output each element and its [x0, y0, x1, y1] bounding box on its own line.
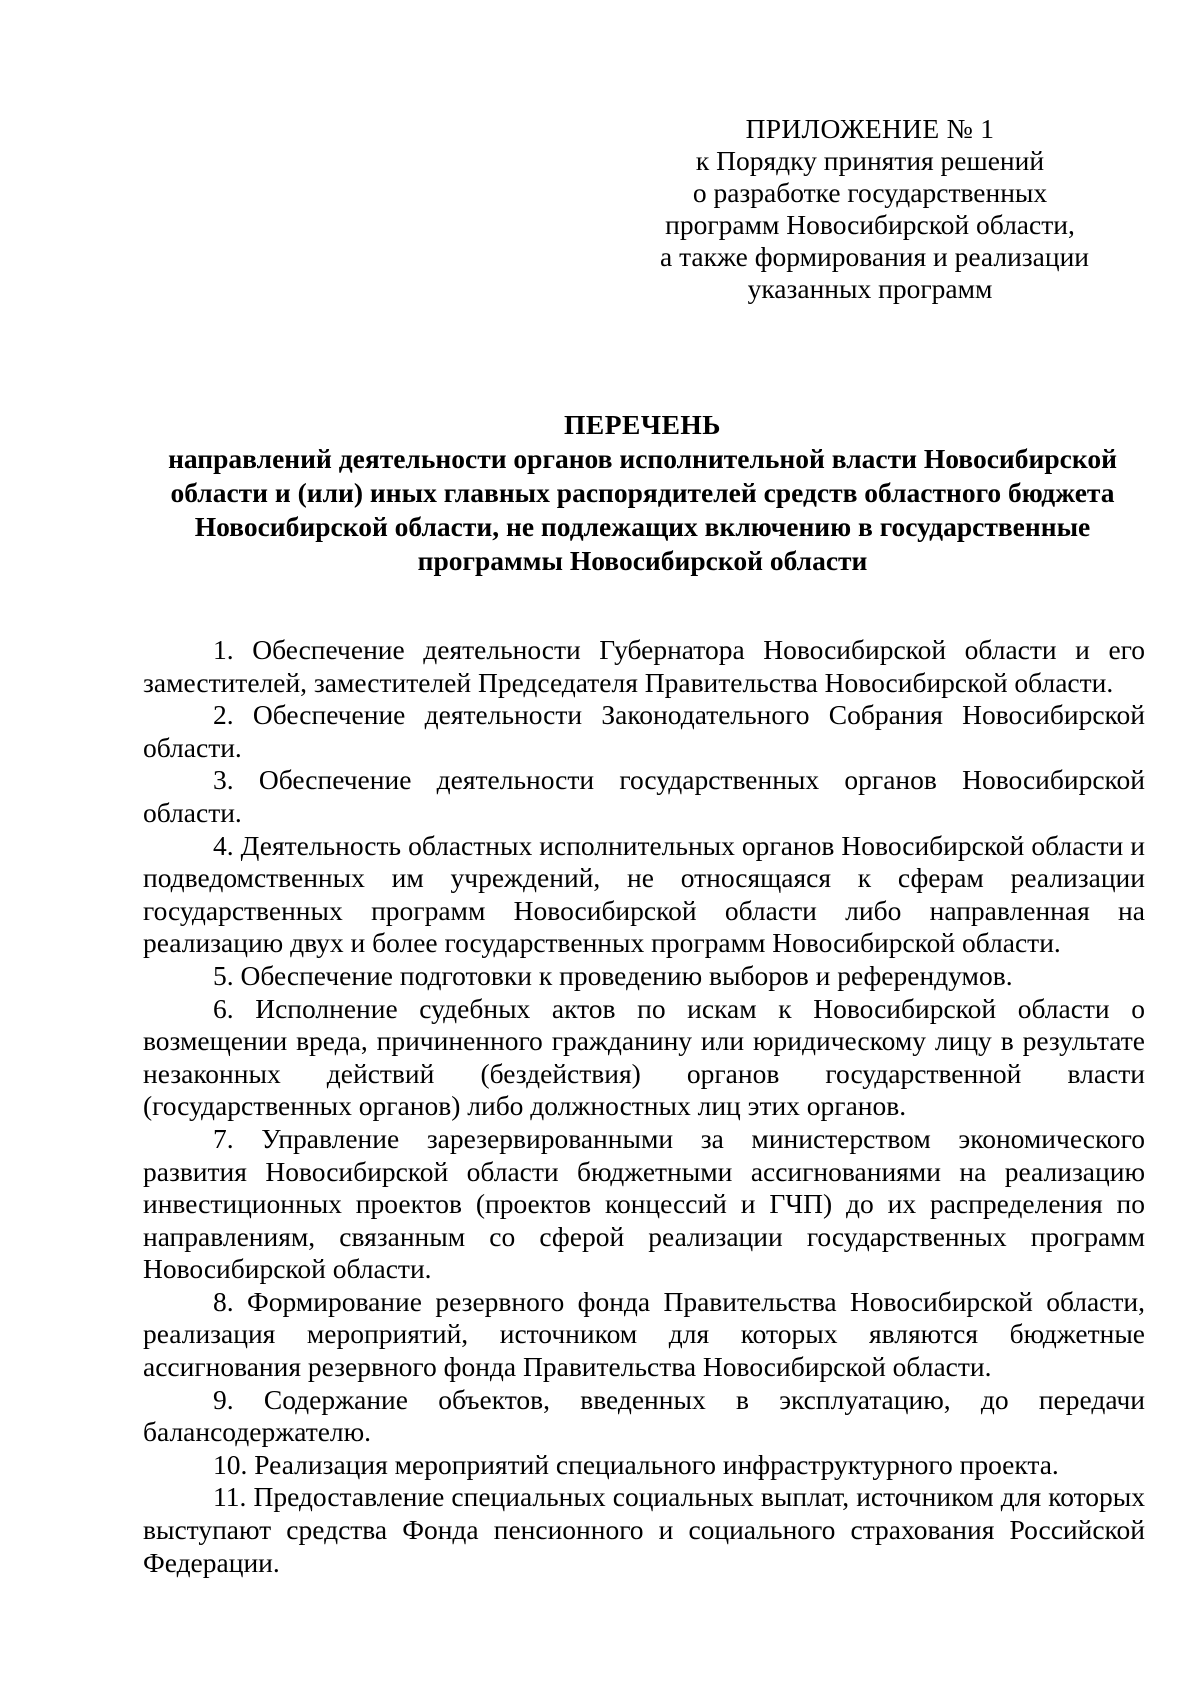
item-text: Предоставление специальных социальных выплат, источником для которых выступают средства Фонда пенсионного и социального страхования Российской Федерации.	[143, 1481, 1145, 1578]
heading-line: области и (или) иных главных распорядителей средств областного бюджета	[170, 477, 1115, 508]
list-item	[143, 1449, 1145, 1482]
list-item	[143, 764, 1145, 829]
item-number: 7.	[213, 1122, 234, 1154]
item-text: Деятельность областных исполнительных органов Новосибирской области и подведомственных им учреждений, не относящаяся к сферам реализации государственных программ Новосибирской области либо направленная на реализацию двух и более государственных программ Новосибирской области.	[143, 829, 1146, 959]
item-text: Управление зарезервированными за министерством экономического развития Новосибирской области бюджетными ассигнованиями на реализацию инвестиционных проектов (проектов концессий и ГЧП) до их распределения по направлениям, связанным со сферой реализации государственных программ Новосибирской области.	[143, 1122, 1145, 1285]
item-number: 9.	[213, 1383, 234, 1415]
list-item	[143, 1286, 1145, 1384]
list-item	[143, 1123, 1145, 1286]
list-item	[143, 634, 1145, 699]
list-item	[143, 699, 1145, 764]
list-item	[143, 960, 1145, 993]
list-item	[143, 1384, 1145, 1449]
annex-title: ПРИЛОЖЕНИЕ № 1	[745, 113, 995, 144]
list-item	[143, 1481, 1145, 1579]
annex-line: программ Новосибирской области,	[665, 209, 1075, 240]
item-number: 6.	[213, 992, 234, 1024]
item-text: Обеспечение деятельности Губернатора Новосибирской области и его заместителей, заместителей Председателя Правительства Новосибирской области.	[143, 634, 1146, 698]
heading-line: программы Новосибирской области	[417, 545, 868, 576]
annex-block	[660, 113, 1090, 305]
item-text: Содержание объектов, введенных в эксплуатацию, до передачи балансодержателю.	[143, 1383, 1146, 1448]
item-number: 2.	[213, 699, 234, 731]
item-list	[143, 634, 1145, 1579]
item-text: Реализация мероприятий специального инфраструктурного проекта.	[254, 1448, 1059, 1480]
item-text: Формирование резервного фонда Правительства Новосибирской области, реализация мероприятий, источником для которых являются бюджетные ассигнования резервного фонда Правительства Новосибирской области.	[143, 1285, 1145, 1383]
item-text: Обеспечение подготовки к проведению выборов и референдумов.	[240, 959, 1013, 991]
item-number: 8.	[213, 1285, 234, 1317]
annex-line: о разработке государственных	[692, 177, 1048, 208]
item-number: 4.	[213, 829, 234, 861]
item-number: 1.	[213, 634, 234, 665]
item-number: 10.	[213, 1448, 248, 1480]
heading-line: направлений деятельности органов исполнительной власти Новосибирской	[168, 443, 1117, 474]
document-heading	[140, 408, 1145, 578]
heading-line: Новосибирской области, не подлежащих включению в государственные	[194, 511, 1091, 542]
list-item	[143, 993, 1145, 1123]
item-number: 11.	[213, 1481, 247, 1513]
heading-title: ПЕРЕЧЕНЬ	[564, 409, 721, 440]
item-number: 3.	[213, 764, 234, 796]
annex-line: указанных программ	[747, 273, 993, 304]
annex-line: к Порядку принятия решений	[695, 145, 1045, 176]
item-text: Исполнение судебных актов по искам к Новосибирской области о возмещении вреда, причиненного гражданину или юридическому лицу в результате незаконных действий (бездействия) органов государственной власти (государственных органов) либо должностных лиц этих органов.	[143, 992, 1145, 1122]
item-text: Обеспечение деятельности государственных органов Новосибирской области.	[143, 764, 1145, 828]
item-text: Обеспечение деятельности Законодательного Собрания Новосибирской области.	[143, 699, 1145, 763]
list-item	[143, 830, 1145, 960]
item-number: 5.	[213, 959, 234, 991]
annex-line: а также формирования и реализации	[660, 241, 1090, 272]
